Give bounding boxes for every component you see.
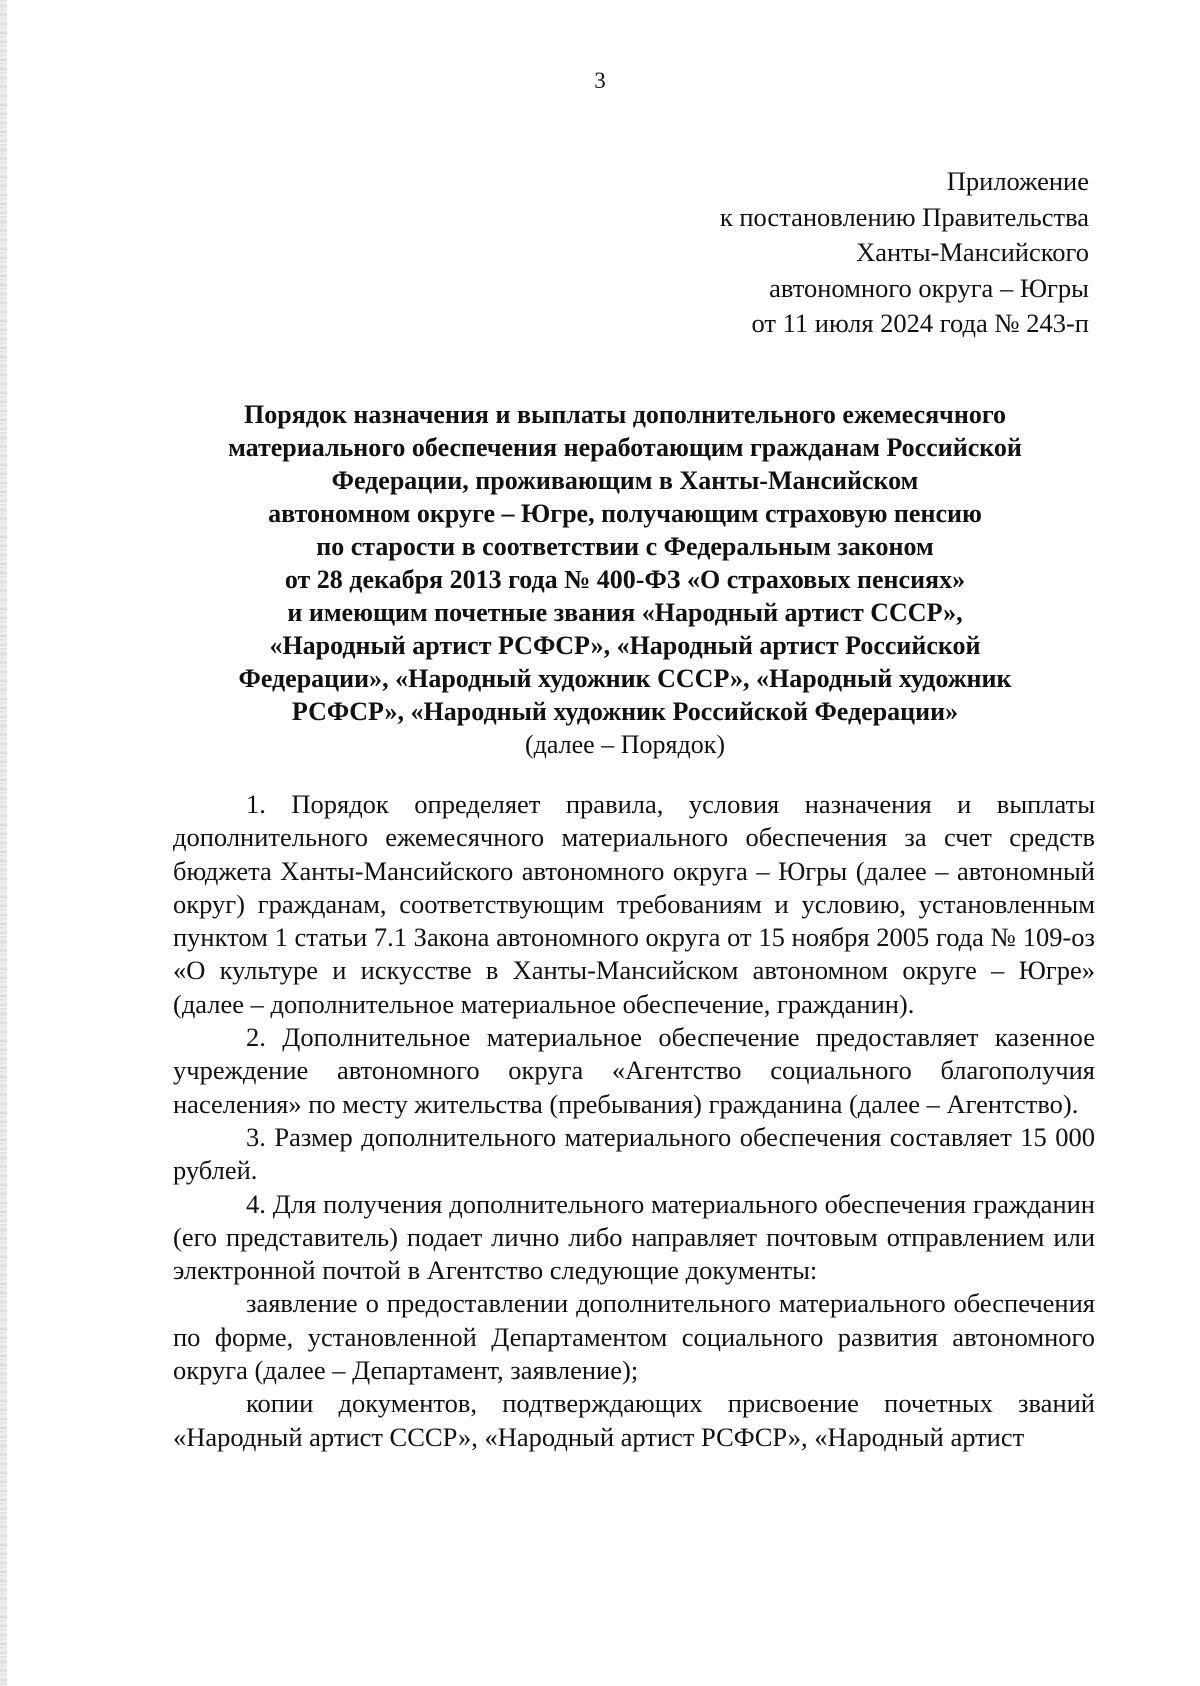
- appendix-line: автономного округа – Югры: [769, 272, 1089, 303]
- paragraph-1: 1. Порядок определяет правила, условия назначения и выплаты дополнительного ежемесячного материального обеспечения за счет средств бюджета Ханты-Мансийского автономного округа – Югры (далее – автономный округ) гражданам, соответствующим требованиям и условию, установленным пунктом 1 статьи 7.1 Закона автономного округа от 15 ноября 2005 года № 109-оз «О культуре и искусстве в Ханты-Мансийском автономном округе – Югре» (далее – дополнительное материальное обеспечение, гражданин).: [173, 789, 1095, 1019]
- title-line: и имеющим почетные звания «Народный артист СССР»,: [287, 598, 963, 627]
- scan-edge: [0, 0, 7, 1686]
- title-line: РСФСР», «Народный художник Российской Федерации»: [291, 697, 959, 726]
- paragraph-4: 4. Для получения дополнительного материального обеспечения гражданин (его представитель) подает лично либо направляет почтовым отправлением или электронной почтой в Агентство следующие документы:: [173, 1188, 1095, 1286]
- appendix-line: Приложение: [946, 166, 1089, 196]
- paragraph-4-item-copies: копии документов, подтверждающих присвоение почетных званий «Народный артист СССР», «Народный артист РСФСР», «Народный артист: [173, 1388, 1095, 1452]
- title-note: (далее – Порядок): [525, 730, 725, 759]
- paragraph-2: 2. Дополнительное материальное обеспечение предоставляет казенное учреждение автономного округа «Агентство социального благополучия населения» по месту жительства (пребывания) гражданина (далее – Агентство).: [173, 1022, 1095, 1119]
- title-line: Федерации, проживающим в Ханты-Мансийском: [331, 466, 919, 495]
- page-number: 3: [594, 68, 606, 93]
- appendix-line: от 11 июля 2024 года № 243-п: [751, 308, 1089, 338]
- title-line: автономном округе – Югре, получающим страховую пенсию: [268, 499, 982, 528]
- appendix-line: Ханты-Мансийского: [856, 237, 1089, 267]
- document-body: [173, 788, 1095, 1454]
- document-title: [160, 398, 1090, 728]
- appendix-block: [569, 164, 1089, 342]
- title-line: «Народный артист РСФСР», «Народный артист Российской: [269, 631, 981, 660]
- title-line: Порядок назначения и выплаты дополнительного ежемесячного: [244, 400, 1006, 429]
- appendix-line: к постановлению Правительства: [719, 201, 1089, 232]
- title-line: материального обеспечения неработающим гражданам Российской: [228, 433, 1022, 462]
- title-line: по старости в соответствии с Федеральным законом: [316, 532, 934, 561]
- paragraph-4-item-application: заявление о предоставлении дополнительного материального обеспечения по форме, установленной Департаментом социального развития автономного округа (далее – Департамент, заявление);: [173, 1288, 1095, 1386]
- title-line: от 28 декабря 2013 года № 400-ФЗ «О страховых пенсиях»: [284, 565, 966, 594]
- paragraph-3: 3. Размер дополнительного материального обеспечения составляет 15 000 рублей.: [173, 1121, 1095, 1186]
- title-line: Федерации», «Народный художник СССР», «Народный художник: [238, 664, 1012, 693]
